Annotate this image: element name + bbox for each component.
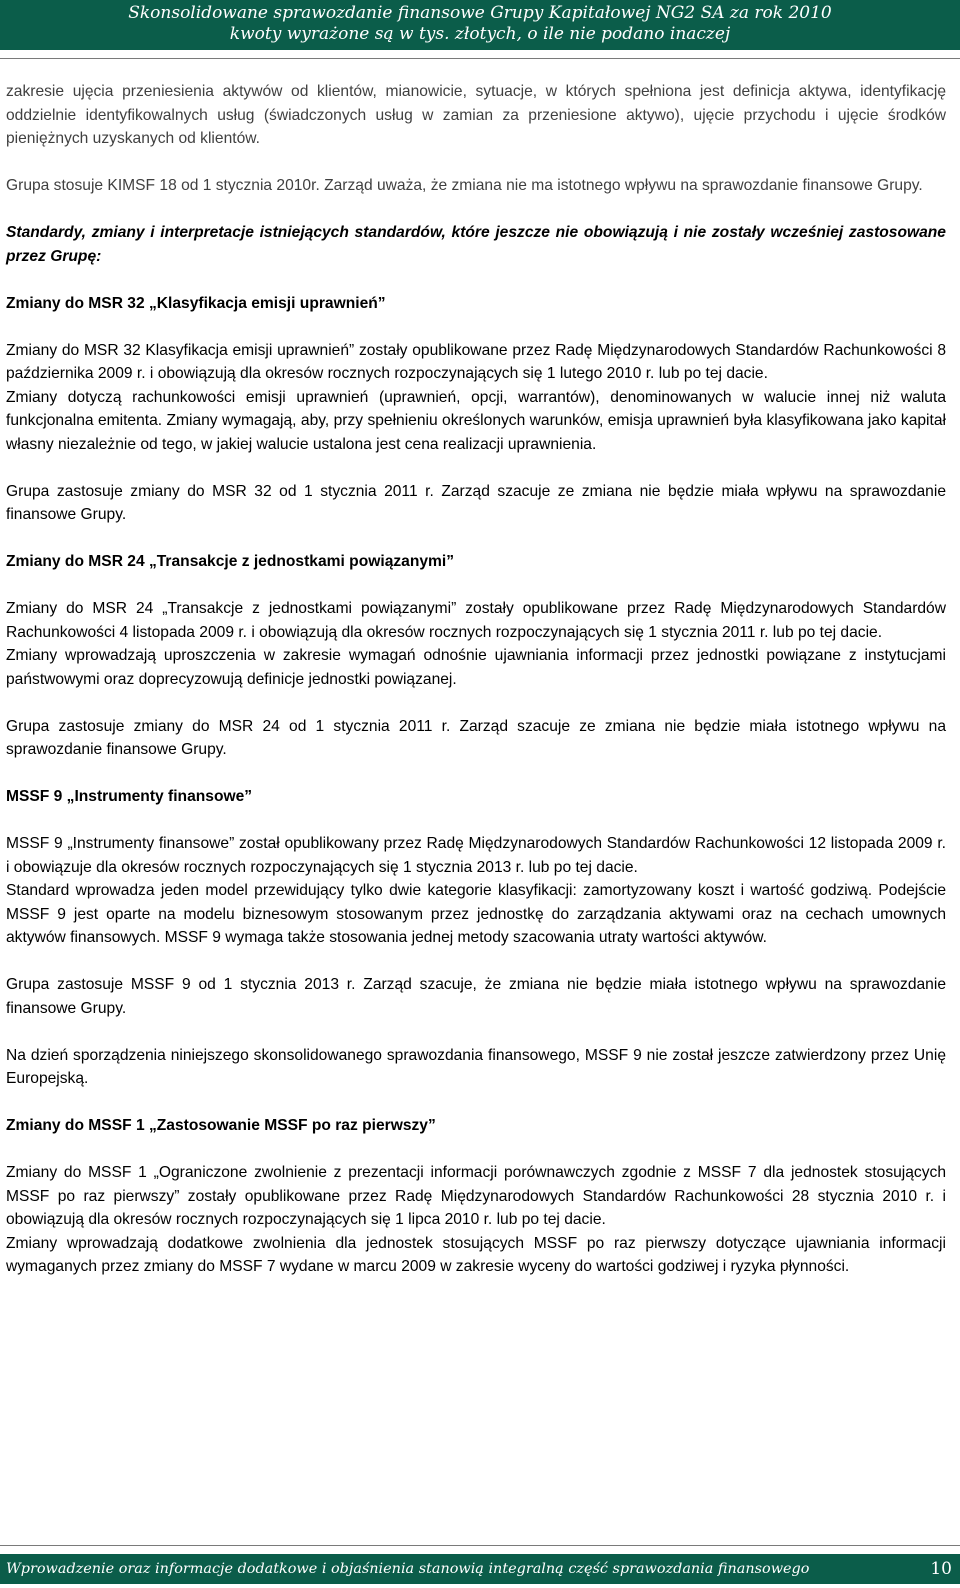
paragraph: Zmiany dotyczą rachunkowości emisji uprawnień (uprawnień, opcji, warrantów), denominowanych w walucie innej niż waluta funkcjonalna emitenta. Zmiany wymagają, aby, przy spełnieniu określonych warunków, emisja uprawnień była klasyfikowana jako kapitał własny niezależnie od tego, w jakiej walucie ustalona jest cena realizacji uprawnienia. [6, 388, 946, 453]
header-divider [0, 58, 960, 59]
intro-paragraph: zakresie ujęcia przeniesienia aktywów od klientów, mianowicie, sytuacje, w których spełniona jest definicja aktywa, identyfikację oddzielnie identyfikowalnych usług (świadczonych usług w zamian za przeniesione aktywo), ujęcie przychodu i ujęcie środków pieniężnych uzyskanych od klientów. [6, 83, 946, 147]
header-title: Skonsolidowane sprawozdanie finansowe Grupy Kapitałowej NG2 SA za rok 2010 [128, 3, 832, 23]
section-title-msr24: Zmiany do MSR 24 „Transakcje z jednostkami powiązanymi” [6, 553, 455, 570]
paragraph: Grupa zastosuje zmiany do MSR 24 od 1 stycznia 2011 r. Zarząd szacuje ze zmiana nie będzie miała istotnego wpływu na sprawozdanie finansowe Grupy. [6, 717, 946, 758]
paragraph: Zmiany do MSR 24 „Transakcje z jednostkami powiązanymi” zostały opublikowane przez Radę Międzynarodowych Standardów Rachunkowości 4 listopada 2009 r. i obowiązują dla okresów rocznych rozpoczynających się 1 stycznia 2011 r. lub po tej dacie. [6, 600, 946, 641]
paragraph: Zmiany wprowadzają dodatkowe zwolnienia dla jednostek stosujących MSSF po raz pierwszy dotyczące ujawniania informacji wymaganych przez zmiany do MSSF 7 wydane w marcu 2009 w zakresie wyceny do wartości godziwej i ryzyka płynności. [6, 1234, 946, 1275]
paragraph: Grupa zastosuje MSSF 9 od 1 stycznia 2013 r. Zarząd szacuje, że zmiana nie będzie miała istotnego wpływu na sprawozdanie finansowe Grupy. [6, 976, 946, 1017]
page-header [0, 0, 960, 50]
section-title-msr32: Zmiany do MSR 32 „Klasyfikacja emisji uprawnień” [6, 294, 386, 312]
footer-note: Wprowadzenie oraz informacje dodatkowe i objaśnienia stanowią integralną część sprawozdania finansowego [6, 1561, 810, 1577]
section-title-mssf1: Zmiany do MSSF 1 „Zastosowanie MSSF po raz pierwszy” [6, 1117, 436, 1134]
section-heading-standards: Standardy, zmiany i interpretacje istniejących standardów, które jeszcze nie obowiązują i nie zostały wcześniej zastosowane przez Grupę: [6, 224, 946, 265]
footer-divider [0, 1545, 960, 1546]
header-subtitle: kwoty wyrażone są w tys. złotych, o ile nie podano inaczej [229, 24, 731, 44]
paragraph: Zmiany wprowadzają uproszczenia w zakresie wymagań odnośnie ujawniania informacji przez jednostki powiązane z instytucjami państwowymi oraz doprecyzowują definicje jednostki powiązanej. [6, 647, 946, 688]
section-title-mssf9: MSSF 9 „Instrumenty finansowe” [6, 788, 253, 805]
paragraph: Zmiany do MSSF 1 „Ograniczone zwolnienie z prezentacji informacji porównawczych zgodnie z MSSF 7 dla jednostek stosujących MSSF po raz pierwszy” zostały opublikowane przez Radę Międzynarodowych Standardów Rachunkowości 28 stycznia 2010 r. i obowiązują dla okresów rocznych rozpoczynających się 1 lipca 2010 r. lub po tej dacie. [6, 1164, 946, 1228]
page-number: 10 [930, 1559, 952, 1579]
paragraph: MSSF 9 „Instrumenty finansowe” został opublikowany przez Radę Międzynarodowych Standardów Rachunkowości 12 listopada 2009 r. i obowiązuje dla okresów rocznych rozpoczynających się 1 stycznia 2013 r. lub po tej dacie. [6, 835, 946, 876]
page-footer [0, 1554, 960, 1584]
paragraph: Standard wprowadza jeden model przewidujący tylko dwie kategorie klasyfikacji: zamortyzowany koszt i wartość godziwą. Podejście MSSF 9 jest oparte na modelu biznesowym stosowanym przez jednostkę do zarządzania aktywami oraz na cechach umownych aktywów finansowych. MSSF 9 wymaga także stosowania jednej metody szacowania utraty wartości aktywów. [6, 882, 946, 946]
paragraph: Na dzień sporządzenia niniejszego skonsolidowanego sprawozdania finansowego, MSSF 9 nie został jeszcze zatwierdzony przez Unię Europejską. [6, 1046, 946, 1087]
paragraph: Grupa zastosuje zmiany do MSR 32 od 1 stycznia 2011 r. Zarząd szacuje ze zmiana nie będzie miała wpływu na sprawozdanie finansowe Grupy. [6, 482, 946, 523]
document-body [6, 80, 946, 1279]
paragraph: Zmiany do MSR 32 Klasyfikacja emisji uprawnień” zostały opublikowane przez Radę Międzynarodowych Standardów Rachunkowości 8 października 2009 r. i obowiązują dla okresów rocznych rozpoczynających się 1 lutego 2010 r. lub po tej dacie. [6, 341, 946, 382]
intro-paragraph: Grupa stosuje KIMSF 18 od 1 stycznia 2010r. Zarząd uważa, że zmiana nie ma istotnego wpływu na sprawozdanie finansowe Grupy. [6, 177, 923, 194]
